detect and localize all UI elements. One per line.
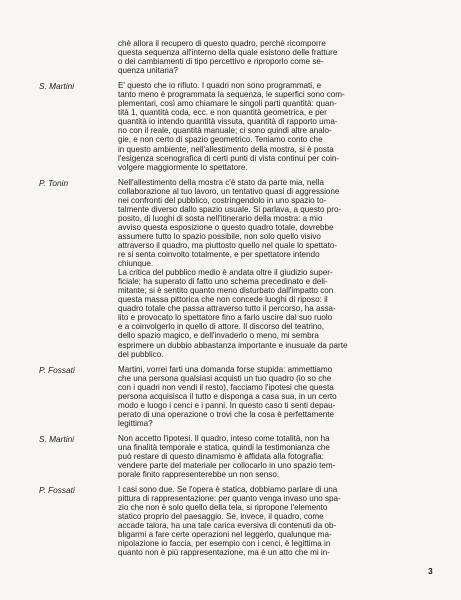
text-line: quantità io intendo quantità vissuta, quantità di rapporto uma- [118, 117, 338, 127]
text-line: tità 1, quantità coda, ecc. e non quantità geometrica, e per [118, 108, 327, 118]
page-number: 3 [428, 566, 433, 576]
text-line: quadro totale che passa attraverso tutto il percorso, ha assa- [118, 304, 336, 314]
speaker-name: S. Martini [39, 81, 75, 92]
text-line: I casi sono due. Se l'opera è statica, dobbiamo parlare di una [118, 485, 338, 495]
text-line: attraverso il quadro, ma piuttosto quello nel quale lo spettato- [118, 240, 338, 250]
text-line: persona acquisisca il tutto e disponga a casa sua, in un certo [118, 391, 337, 401]
dialogue-text [118, 39, 442, 75]
text-line: plementari, così amo chiamare le singoli parti quantità: quan- [118, 99, 337, 109]
text-line: chè allora il recupero di questo quadro, perchè ricomporre [118, 39, 326, 48]
dialogue-text [118, 365, 442, 428]
text-line: nei confronti del pubblico, costringendolo in uno spazio to- [118, 195, 327, 205]
text-line: perato di una operazione o trovi che la cosa è perfettamente [118, 409, 334, 419]
text-line: assumere tutto lo spazio possibile, non solo quello visivo [118, 231, 321, 241]
text-line: re si senta coinvolto totalmente, e per spettatore intendo [118, 250, 320, 260]
speaker-name: P. Fossati [39, 364, 75, 375]
dialogue-text [118, 178, 442, 359]
text-line: questa massa pittorica che non concede luoghi di riposo: il [118, 295, 328, 305]
text-line: statico proprio del paesaggio. Se, invece, il quadro, come [118, 512, 324, 522]
text-line: La critica del pubblico medio è andata oltre il giudizio super- [118, 268, 333, 278]
dialogue-text [118, 485, 442, 557]
text-line: con i quadri non vendi il resto), facciamo l'ipotesi che questa [118, 382, 334, 392]
text-line: in questo ambiente, nell'allestimento della mostra, si è posta [118, 144, 334, 154]
text-line: no con il reale, quantità manuale; ci sono quindi altre analo- [118, 126, 332, 136]
text-line: pittura di rappresentazione: per quanto venga invaso uno spa- [118, 494, 341, 504]
text-line: collaborazione al tuo lavoro, un tentativo quasi di aggressione [118, 186, 340, 196]
text-line: nipolazione io faccia, per esempio con i cenci, è legittima in [118, 539, 331, 549]
text-line: esprimere un dubbio abbastanza importante e inusuale da parte [118, 340, 348, 350]
dialogue-text [118, 81, 442, 171]
text-line: accade talora, ha una tale carica eversiva di contenuti da ob- [118, 521, 337, 531]
text-line: questa sequenza all'interno della quale esistono delle fratture [118, 48, 338, 58]
text-line: una finalità temporale e statica, quindi la testimonianza che [118, 442, 330, 452]
text-line: legittima? [118, 418, 153, 428]
speaker-name: P. Fossati [39, 485, 75, 496]
text-line: chiunque. [118, 259, 154, 269]
text-line: quenza unitaria? [118, 66, 178, 76]
text-line: e a coinvolgerlo in quello di attore. Il discorso del teatrino, [118, 322, 325, 332]
text-line: posito, di luoghi di sosta nell'itinerario della mostra: a mio [118, 213, 323, 223]
speaker-name: P. Tonin [39, 177, 69, 188]
text-line: modo e luogo i cenci e i panni. In questo caso ti senti depau- [118, 400, 336, 410]
text-line: o dei cambiamenti di tipo percettivo e riproporlo come se- [118, 57, 324, 67]
text-line: volgere maggiormente lo spettatore. [118, 162, 248, 172]
text-line: che una persona qualsiasi acquisti un tuo quadro (io so che [118, 373, 332, 383]
text-line: dello spazio magico, e dell'invaderlo o meno, mi sembra [118, 331, 319, 341]
text-line: Nell'allestimento della mostra c'è stato da parte mia, nella [118, 177, 324, 187]
text-line: può restare di questo dinamismo è affidata alla fotografia: [118, 452, 324, 462]
text-line: talmente diverso dallo spazio usuale. Si parlava, a questo pro- [118, 204, 342, 214]
text-line: avviso questa esposizione o questo quadro totale, dovrebbe [118, 222, 334, 232]
text-line: Non accetto l'ipotesi. Il quadro, inteso come totalità, non ha [118, 433, 330, 443]
text-line: Martini, vorrei farti una domanda forse stupida: ammettiamo [118, 364, 333, 374]
text-line: quanto non è più rappresentazione, ma è un atto che mi in- [118, 548, 330, 558]
text-line: bligarmi a fare certe operazioni nel leggerlo, qualunque ma- [118, 530, 332, 540]
text-line: zio che non è solo quello della tela, si ripropone l'elemento [118, 503, 328, 513]
text-line: porale finito rappresenterebbe un non senso. [118, 470, 280, 480]
text-line: E' questo che io rifiuto. I quadri non sono programmati, e [118, 81, 322, 91]
speaker-name: S. Martini [39, 433, 75, 444]
text-line: gie, e non certo di spazio geometrico. Teniamo conto che [118, 135, 323, 145]
text-line: lito e provocato lo spettatore fino a farlo uscire dal suo ruolo [118, 313, 333, 323]
text-line: vendere parte del materiale per collocarlo in uno spazio tem- [118, 461, 336, 471]
text-line: tanto meno è programmata la sequenza, le superfici sono com- [118, 90, 345, 100]
text-line: l'esigenza scenografica di certi punti di vista continui per coin- [118, 153, 340, 163]
text-line: ficiale; ha superato di fatto uno schema precedinato e deli- [118, 277, 328, 287]
text-line: del pubblico. [118, 349, 164, 359]
dialogue-text [118, 434, 442, 479]
text-line: mitante; si è sentito quanto meno disturbato dall'impatto con [118, 286, 334, 296]
